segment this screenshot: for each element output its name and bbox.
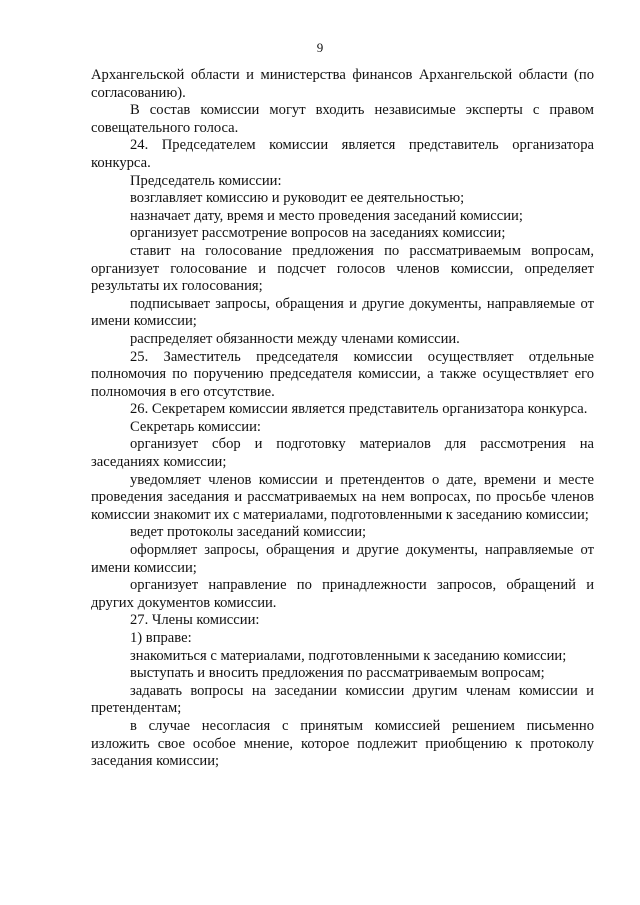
page-number: 9 — [316, 40, 324, 55]
chairman-duty: распределяет обязанности между членами комиссии. — [130, 330, 460, 347]
secretary-duty: оформляет запросы, обращения и другие документы, направляемые от имени комиссии; — [91, 542, 594, 576]
chairman-duty: ставит на голосование предложения по рассматриваемым вопросам, организует голосование и подсчет голосов членов комиссии, определяет результаты их голосования; — [91, 242, 594, 295]
member-right: выступать и вносить предложения по рассматриваемым вопросам; — [130, 665, 545, 682]
secretary-duty: уведомляет членов комиссии и претендентов о дате, времени и месте проведения заседания и рассматриваемых на нем вопросах, по просьбе членов комиссии знакомит их с материалами, подготовленными к заседанию комиссии; — [91, 471, 594, 523]
paragraph-item-27: 27. Члены комиссии: — [130, 612, 260, 629]
chairman-duty: подписывает запросы, обращения и другие документы, направляемые от имени комиссии; — [91, 295, 594, 330]
member-right: в случае несогласия с принятым комиссией решением письменно изложить свое особое мнение, которое подлежит приобщению к протоколу заседания комиссии; — [91, 717, 594, 770]
member-right: знакомиться с материалами, подготовленными к заседанию комиссии; — [130, 647, 567, 664]
secretary-duty: организует сбор и подготовку материалов для рассмотрения на заседаниях комиссии; — [91, 436, 594, 471]
paragraph-subitem-1: 1) вправе: — [130, 630, 192, 646]
paragraph-continuation: Архангельской области и министерства финансов Архангельской области (по согласованию). — [91, 67, 594, 101]
chairman-duty: назначает дату, время и место проведения заседаний комиссии; — [130, 207, 523, 224]
chairman-duty: организует рассмотрение вопросов на заседаниях комиссии; — [130, 225, 506, 242]
paragraph-item-24: 24. Председателем комиссии является представитель организатора конкурса. — [91, 137, 594, 171]
paragraph-item-26: 26. Секретарем комиссии является представитель организатора конкурса. — [130, 401, 588, 418]
chairman-duty: возглавляет комиссию и руководит ее деятельностью; — [130, 190, 465, 207]
paragraph-secretary-heading: Секретарь комиссии: — [130, 418, 261, 435]
document-body — [91, 67, 594, 771]
paragraph-chairman-heading: Председатель комиссии: — [130, 172, 282, 189]
paragraph-item-25: 25. Заместитель председателя комиссии осуществляет отдельные полномочия по поручению председателя комиссии, а также осуществляет его полномочия в его отсутствие. — [91, 348, 594, 400]
member-right: задавать вопросы на заседании комиссии другим членам комиссии и претендентам; — [91, 682, 594, 717]
secretary-duty: ведет протоколы заседаний комиссии; — [130, 524, 367, 541]
secretary-duty: организует направление по принадлежности запросов, обращений и других документов комиссии. — [91, 577, 594, 611]
paragraph-independent-experts: В состав комиссии могут входить независимые эксперты с правом совещательного голоса. — [91, 102, 594, 136]
